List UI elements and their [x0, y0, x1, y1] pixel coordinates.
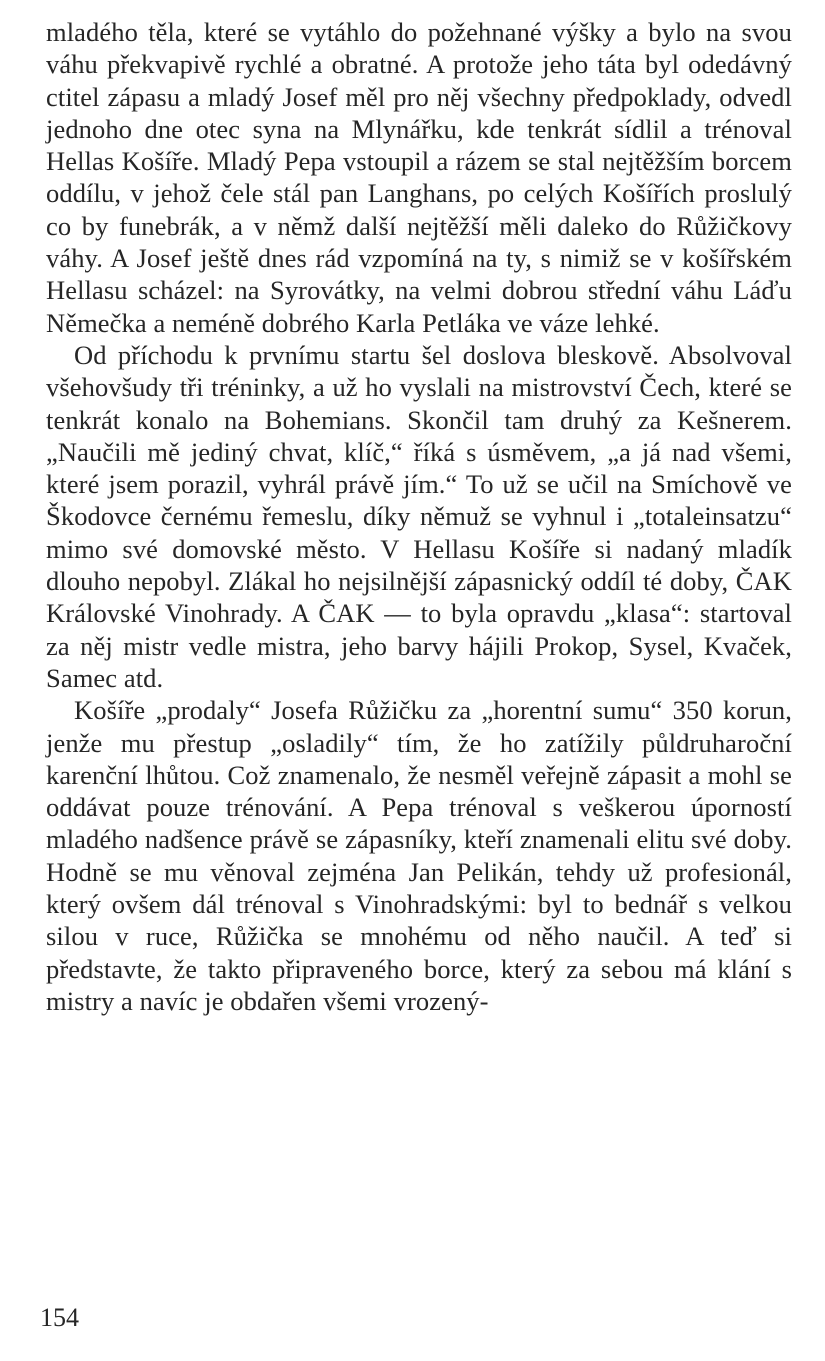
paragraph-2: Od příchodu k prvnímu startu šel doslova bleskově. Absolvoval všehovšudy tři tréninky, a už ho vyslali na mistrovství Čech, které se tenkrát konalo na Bohemians. Skončil tam druhý za Kešnerem. „Naučili mě jediný chvat, klíč,“ říká s úsměvem, „a já nad všemi, které jsem porazil, vyhrál právě jím.“ To už se učil na Smíchově ve Škodovce černému řemeslu, díky němuž se vyhnul i „totaleinsatzu“ mimo své domovské město. V Hellasu Košíře si nadaný mladík dlouho nepobyl. Zlákal ho nejsilnější zápasnický oddíl té doby, ČAK Královské Vinohrady. A ČAK — to byla opravdu „klasa“: startoval za něj mistr vedle mistra, jeho barvy hájili Prokop, Sysel, Kvaček, Samec atd. — [46, 339, 792, 693]
paragraph-1: mladého těla, které se vytáhlo do požehnané výšky a bylo na svou váhu překvapivě rychlé a obratné. A protože jeho táta byl odedávný ctitel zápasu a mladý Josef měl pro něj všechny předpoklady, odvedl jednoho dne otec syna na Mlynářku, kde tenkrát sídlil a trénoval Hellas Košíře. Mladý Pepa vstoupil a rázem se stal nejtěžším borcem oddílu, v jehož čele stál pan Langhans, po celých Košířích proslulý co by funebrák, a v němž další nejtěžší měli daleko do Růžičkovy váhy. A Josef ještě dnes rád vzpomíná na ty, s nimiž se v košířském Hellasu scházel: na Syrovátky, na velmi dobrou střední váhu Láďu Němečka a neméně dobrého Karla Petláka ve váze lehké. — [46, 17, 792, 338]
page-body-text — [46, 16, 792, 1017]
page-number: 154 — [40, 1303, 79, 1332]
paragraph-3: Košíře „prodaly“ Josefa Růžičku za „horentní sumu“ 350 korun, jenže mu přestup „osladily“ tím, že ho zatížily půldruharoční karenční lhůtou. Což znamenalo, že nesměl veřejně zápasit a mohl se oddávat pouze trénování. A Pepa trénoval s veškerou úporností mladého nadšence právě se zápasníky, kteří znamenali elitu své doby. Hodně se mu věnoval zejména Jan Pelikán, tehdy už profesionál, který ovšem dál trénoval s Vinohradskými: byl to bednář s velkou silou v ruce, Růžička se mnohému od něho naučil. A teď si představte, že takto připraveného borce, který za sebou má klání s mistry a navíc je obdařen všemi vrozený- — [46, 695, 792, 1016]
